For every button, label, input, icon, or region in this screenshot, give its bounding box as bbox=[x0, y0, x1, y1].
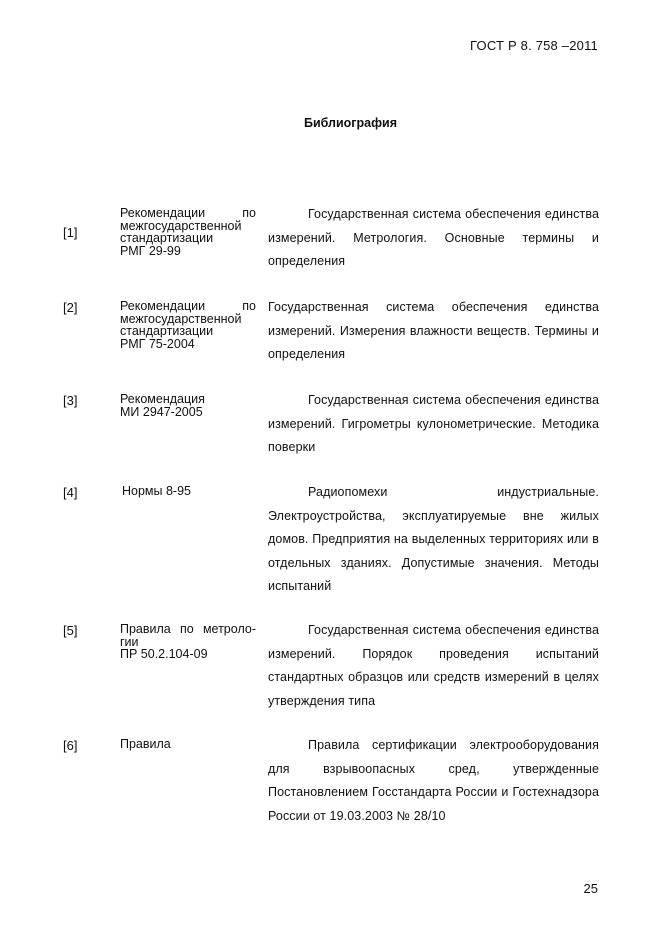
entry-source bbox=[120, 738, 256, 751]
source-line: межгосударственной bbox=[120, 218, 242, 233]
entry-description-text: Государственная система обеспечения единства измерений. Порядок проведения испытаний стандартных образцов или средств измерений в целях утверждения типа bbox=[268, 623, 599, 708]
entry-number: [1] bbox=[63, 225, 78, 240]
source-line: Рекомендации по bbox=[120, 299, 256, 313]
entry-description bbox=[268, 734, 599, 828]
entry-description-text: Государственная система обеспечения единства измерений. Метрология. Основные термины и определения bbox=[268, 207, 599, 268]
source-line: Нормы 8-95 bbox=[122, 484, 192, 498]
source-line: МИ 2947-2005 bbox=[120, 404, 203, 419]
source-line: Рекомендация bbox=[120, 392, 205, 406]
entry-description bbox=[268, 481, 599, 599]
page-title: Библиография bbox=[303, 116, 398, 130]
page-number: 25 bbox=[583, 881, 598, 896]
source-line: гии bbox=[120, 634, 139, 649]
source-line: межгосударственной bbox=[120, 311, 242, 326]
entry-number: [4] bbox=[63, 485, 78, 500]
entry-source bbox=[120, 207, 256, 257]
entry-number: [5] bbox=[63, 623, 78, 638]
entry-description-text: Государственная система обеспечения единства измерений. Гигрометры кулонометрические. Методика поверки bbox=[268, 393, 599, 454]
entry-description-text: Радиопомехи индустриальные. Электроустройства, эксплуатируемые вне жилых домов. Предприятия на выделенных территориях или в отдельных зданиях. Допустимые значения. Методы испытаний bbox=[268, 485, 599, 593]
entry-description bbox=[268, 619, 599, 713]
entry-number: [6] bbox=[63, 738, 78, 753]
entry-source bbox=[122, 485, 258, 498]
source-line: РМГ 75-2004 bbox=[120, 336, 195, 351]
source-line: Правила bbox=[120, 737, 171, 751]
source-line: ПР 50.2.104-09 bbox=[120, 647, 208, 661]
source-line: РМГ 29-99 bbox=[120, 243, 181, 258]
entry-description bbox=[268, 203, 599, 274]
entry-source bbox=[120, 300, 256, 350]
entry-source bbox=[120, 393, 256, 418]
entry-description-text: Правила сертификации электрооборудования для взрывоопасных сред, утвержденные Постановлением Госстандарта России и Гостехнадзора России от 19.03.2003 № 28/10 bbox=[268, 738, 599, 823]
entry-description: Государственная система обеспечения единства измерений. Измерения влажности веществ. Термины и определения bbox=[268, 300, 599, 361]
source-line: Правила по метроло- bbox=[120, 622, 256, 636]
source-line: стандартизации bbox=[120, 231, 214, 245]
source-line: Рекомендации по bbox=[120, 206, 256, 220]
entry-number: [3] bbox=[63, 393, 78, 408]
document-code: ГОСТ Р 8. 758 –2011 bbox=[470, 38, 598, 53]
entry-description bbox=[268, 389, 599, 460]
source-line: стандартизации bbox=[120, 324, 214, 338]
entry-source bbox=[120, 623, 256, 661]
entry-number: [2] bbox=[63, 300, 78, 315]
